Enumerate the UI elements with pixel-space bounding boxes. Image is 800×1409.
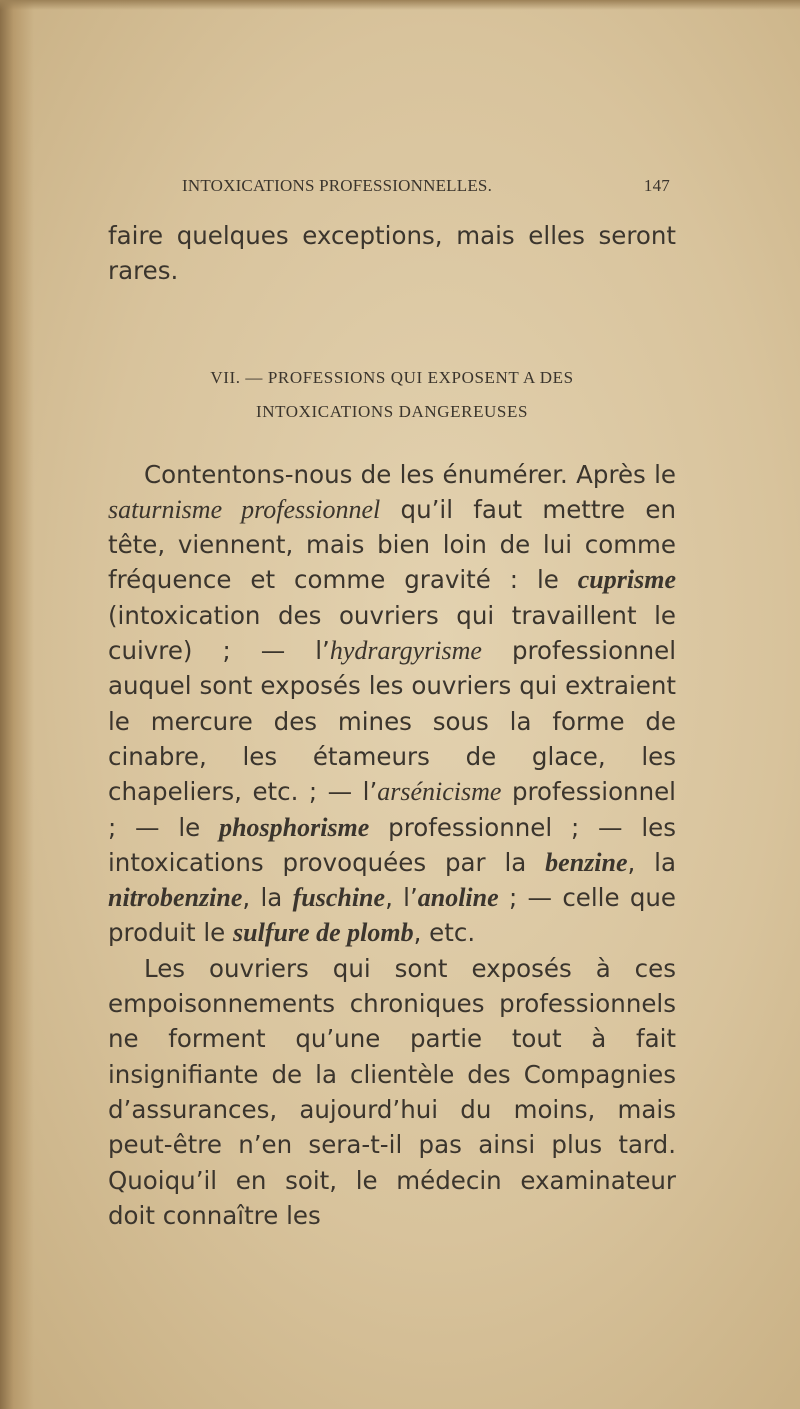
text-run: , la: [627, 847, 676, 877]
italic-term-benzine: benzine: [545, 847, 628, 877]
italic-term-hydrargyrisme: hydrargyrisme: [329, 636, 482, 666]
italic-term-sulfure-de-plomb: sulfure de plomb: [233, 918, 414, 948]
page-top-edge: [0, 0, 800, 10]
section-heading: [108, 361, 676, 429]
body-paragraph-2: Les ouvriers qui sont exposés à ces empoisonnements chroniques professionnels ne forment qu’une partie tout à fait insignifiante de la clientèle des Compagnies d’assurances, aujourd’hui du moins, mais peut-être n’en sera-t-il pas ainsi plus tard. Quoiqu’il en soit, le médecin examinateur doit connaître les: [108, 953, 676, 1230]
text-run: , la: [242, 883, 293, 913]
italic-term-arsenicisme: arsénicisme: [377, 777, 502, 807]
italic-term-saturnisme: saturnisme professionnel: [108, 494, 381, 524]
page-binding-edge: [0, 0, 34, 1409]
text-run: , etc.: [413, 918, 476, 948]
italic-term-nitrobenzine: nitrobenzine: [108, 883, 243, 913]
italic-term-phosphorisme: phosphorisme: [219, 812, 370, 842]
book-page: [108, 170, 676, 1233]
section-body: [108, 457, 676, 1234]
italic-term-anoline: anoline: [417, 883, 499, 913]
section-heading-line-1: VII. — PROFESSIONS QUI EXPOSENT A DES: [210, 367, 574, 387]
opening-paragraph: faire quelques exceptions, mais elles seront rares.: [108, 221, 676, 286]
text-run: professionnel auquel sont exposés les ouvriers qui extraient le mercure des mines sous la forme de cinabre, les étameurs de glace, les chapeliers, etc. ; — l’: [108, 636, 677, 807]
page-number: 147: [643, 176, 670, 195]
text-run: professionnel ; — le: [108, 777, 676, 842]
italic-term-cuprisme: cuprisme: [577, 565, 676, 595]
running-head: [108, 170, 676, 200]
text-run: professionnel ; — les intoxications provoquées par la: [108, 812, 676, 877]
body-paragraph-1: [108, 457, 676, 951]
italic-term-fuschine: fuschine: [292, 883, 386, 913]
text-run: (intoxication des ouvriers qui travaillent le cuivre) ; — l’: [108, 600, 676, 666]
text-run: , l’: [385, 883, 418, 913]
text-run: qu’il faut mettre en tête, viennent, mais bien loin de lui comme fréquence et comme gravité : le: [108, 494, 677, 595]
section-heading-line-2: INTOXICATIONS DANGEREUSES: [255, 401, 529, 421]
text-run: ; — celle que produit le: [108, 883, 677, 948]
running-head-title: INTOXICATIONS PROFESSIONNELLES.: [182, 176, 493, 195]
text-run: Contentons-nous de les énumérer. Après le: [144, 459, 676, 489]
